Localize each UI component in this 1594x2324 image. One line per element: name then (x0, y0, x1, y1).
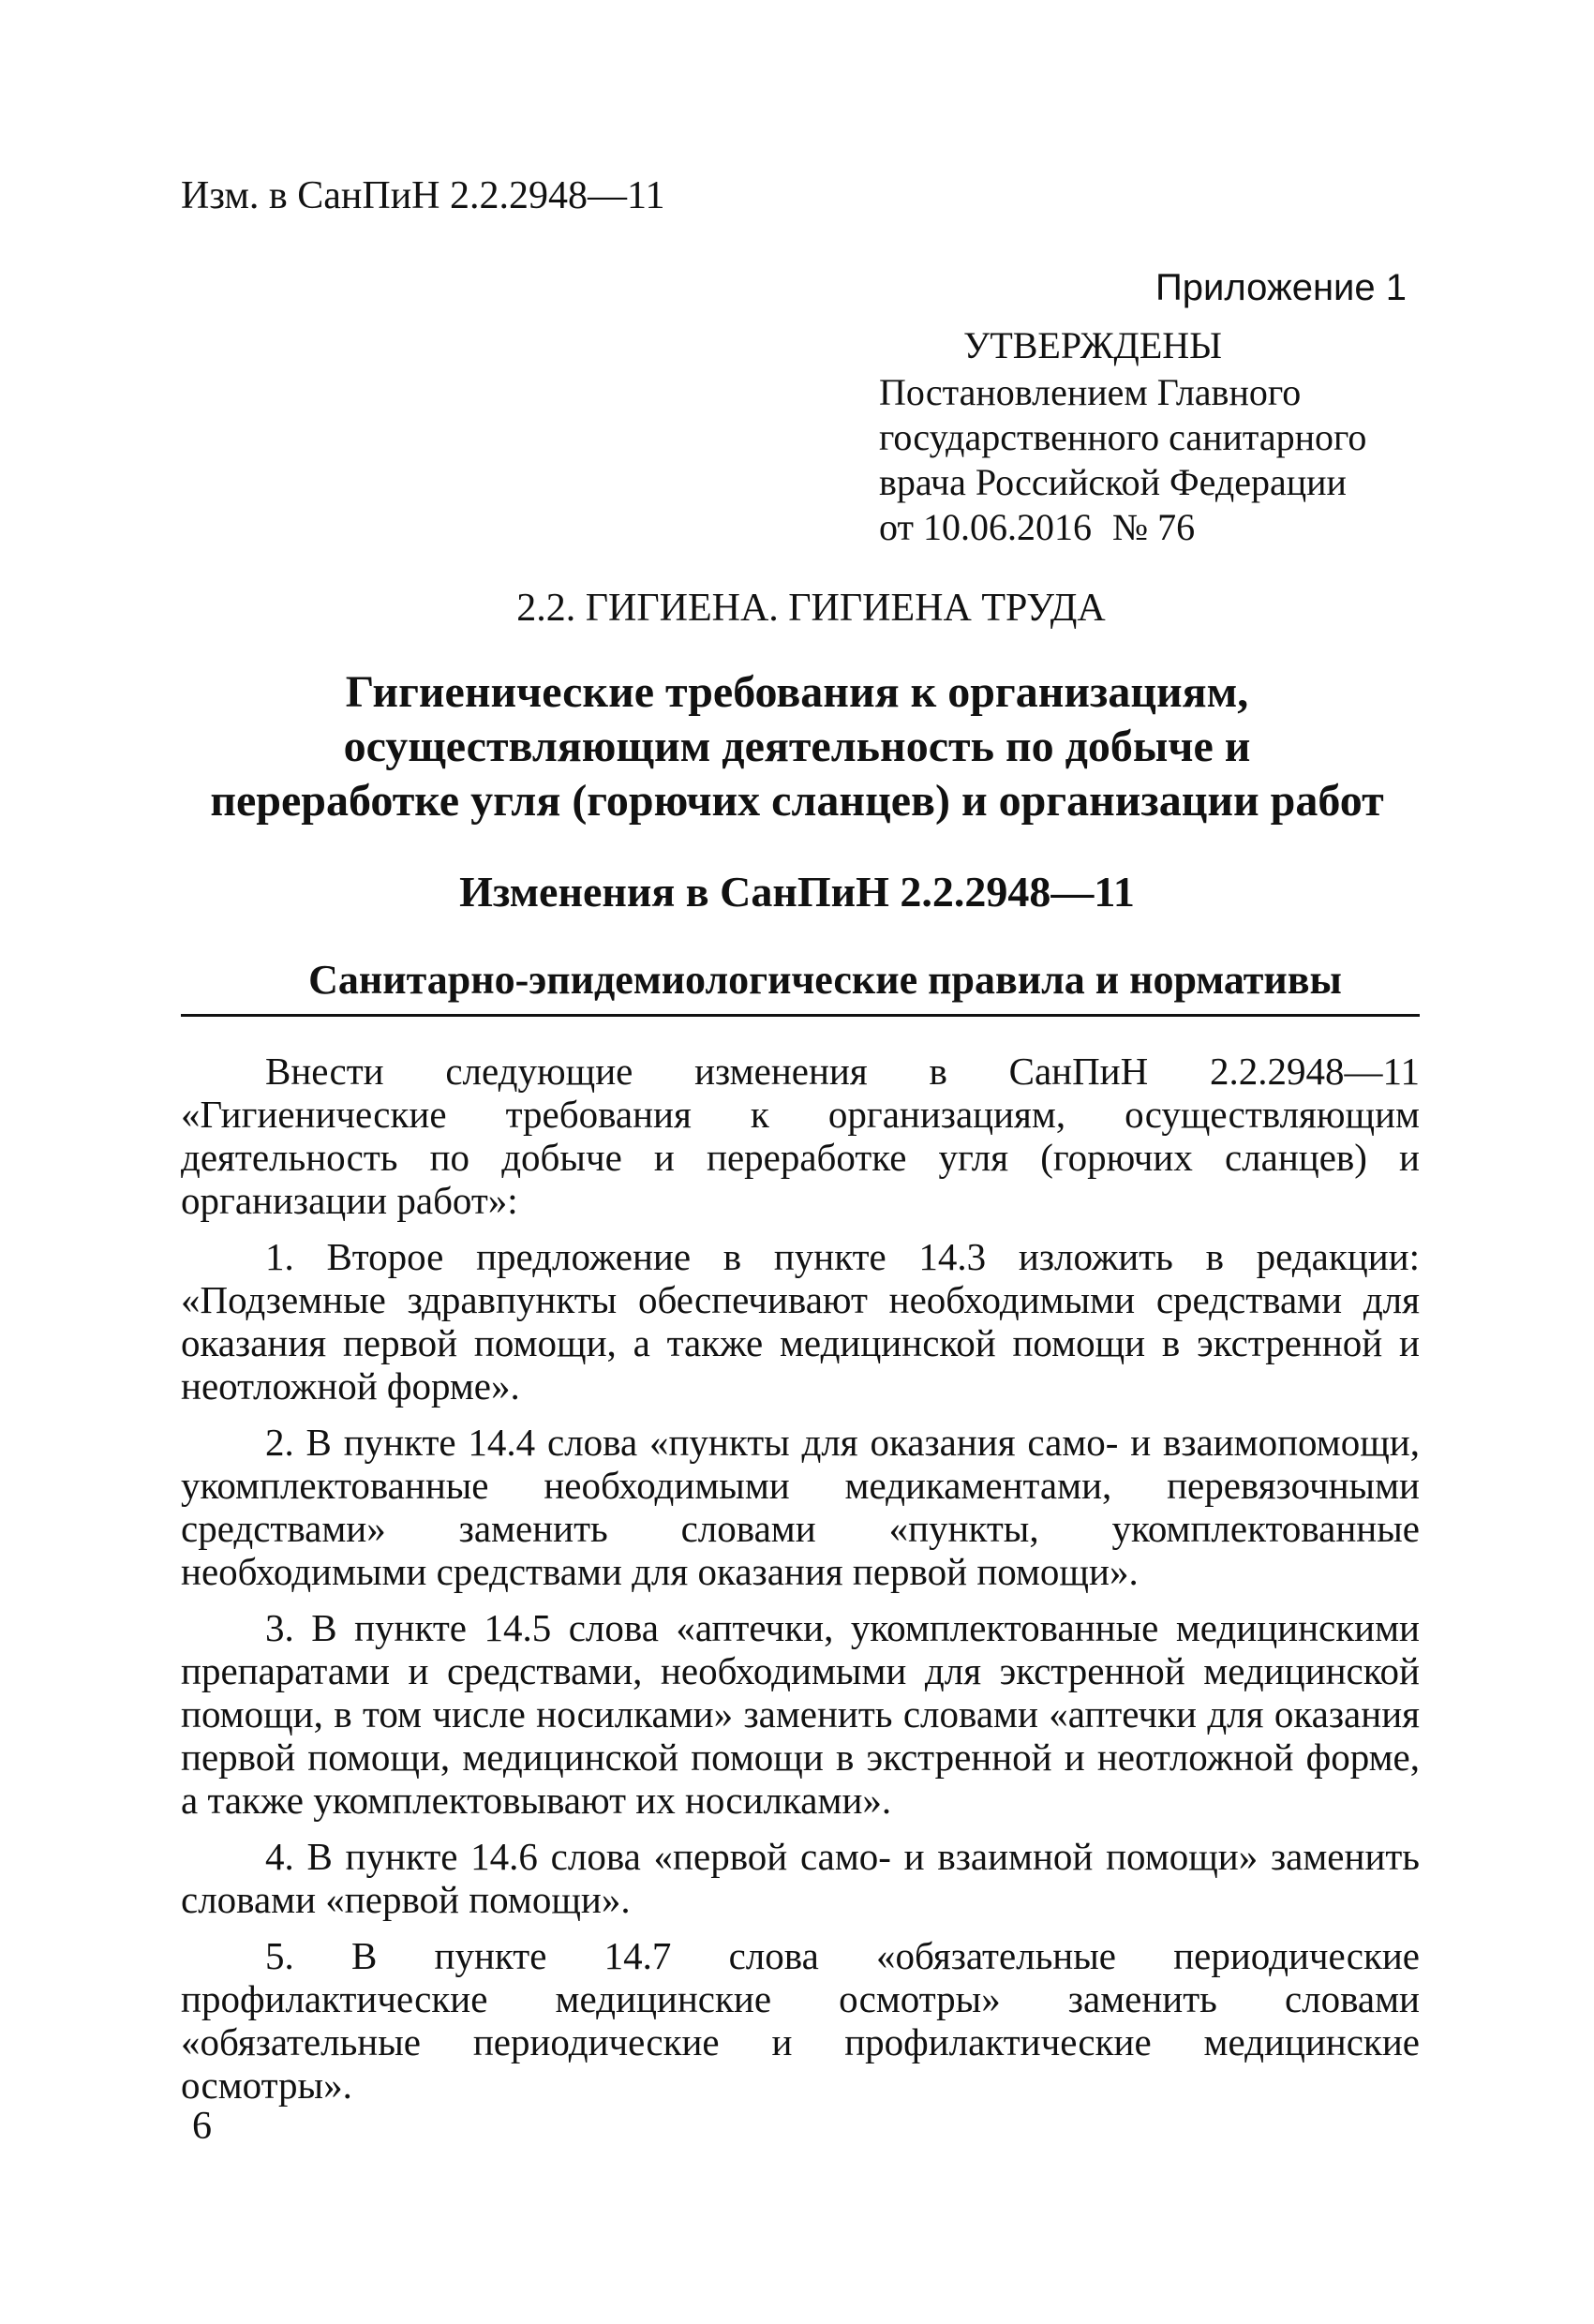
body-paragraph: 4. В пункте 14.6 слова «первой само- и взаимной помощи» заменить словами «первой помощи». (181, 1835, 1420, 1921)
body-paragraph: 3. В пункте 14.5 слова «аптечки, укомплектованные медицинскими препаратами и средствами, необходимыми для экстренной медицинской помощи, в том числе носилками» заменить словами «аптечки для оказания первой помощи, медицинской помощи в экстренной и неотложной форме, а также укомплектовывают их носилками». (181, 1606, 1420, 1822)
body-paragraph: 2. В пункте 14.4 слова «пункты для оказания само- и взаимопомощи, укомплектованные необходимыми медикаментами, перевязочными средствами» заменить словами «пункты, укомплектованные необходимыми средствами для оказания первой помощи». (181, 1421, 1420, 1593)
approval-line: врача Российской Федерации (879, 461, 1347, 503)
appendix-label: Приложение 1 (1155, 267, 1407, 308)
page-number: 6 (192, 2105, 212, 2148)
document-title-line: осуществляющим деятельность по добыче и (343, 722, 1251, 771)
approval-line: Постановлением Главного (879, 371, 1302, 413)
approval-date-line (879, 505, 1423, 550)
approval-title: УТВЕРЖДЕНЫ (963, 324, 1223, 366)
body-text (181, 1050, 1420, 2120)
rules-title: Санитарно-эпидемиологические правила и нормативы (308, 957, 1342, 1003)
document-title-line: переработке угля (горючих сланцев) и организации работ (210, 776, 1384, 826)
approval-block (879, 323, 1423, 550)
title-underline (181, 1014, 1420, 1017)
body-paragraph: 5. В пункте 14.7 слова «обязательные периодические профилактические медицинские осмотры» заменить словами «обязательные периодические и профилактические медицинские осмотры». (181, 1934, 1420, 2107)
running-header: Изм. в СанПиН 2.2.2948—11 (181, 174, 665, 217)
body-paragraph: 1. Второе предложение в пункте 14.3 изложить в редакции: «Подземные здравпункты обеспечивают необходимыми средствами для оказания первой помощи, а также медицинской помощи в экстренной и неотложной форме». (181, 1235, 1420, 1408)
document-title-line: Гигиенические требования к организациям, (345, 667, 1249, 717)
approval-number: № 76 (1111, 506, 1196, 548)
approval-line: государственного санитарного (879, 416, 1367, 458)
section-title: 2.2. ГИГИЕНА. ГИГИЕНА ТРУДА (516, 587, 1106, 630)
document-title (150, 665, 1444, 828)
approval-date: от 10.06.2016 (879, 506, 1092, 548)
body-paragraph: Внести следующие изменения в СанПиН 2.2.2948—11 «Гигиенические требования к организациям, осуществляющим деятельность по добыче и переработке угля (горючих сланцев) и организации работ»: (181, 1050, 1420, 1222)
amendments-title: Изменения в СанПиН 2.2.2948—11 (459, 868, 1135, 916)
